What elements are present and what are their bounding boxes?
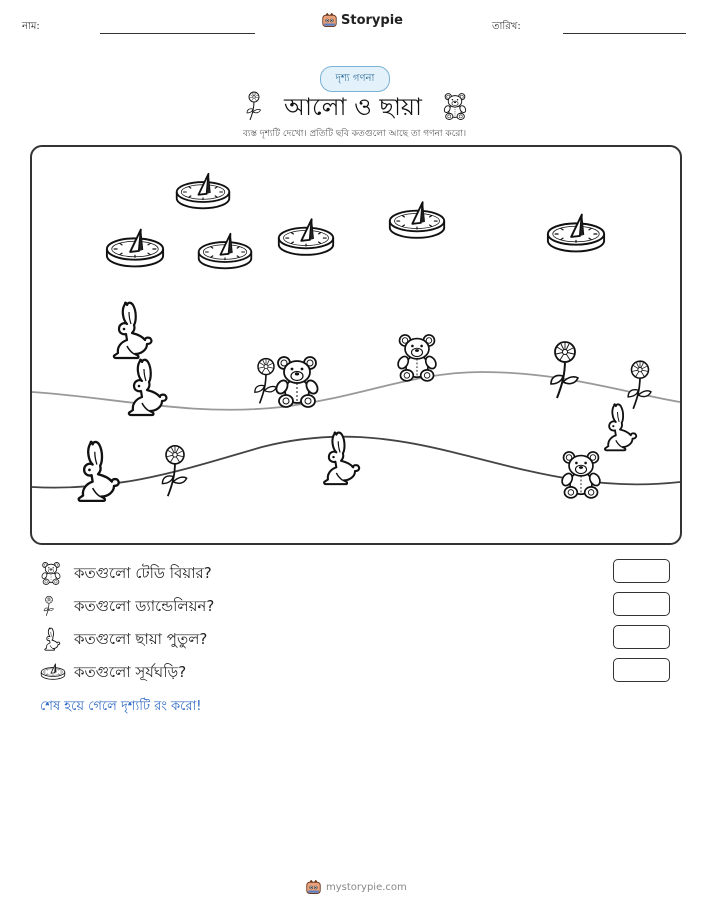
- teddy-bear: [274, 357, 320, 407]
- page-title: আলো ও ছায়া: [284, 93, 423, 121]
- sundial: [177, 174, 230, 208]
- answer-box-teddy-bears[interactable]: [613, 559, 670, 583]
- finish-note: শেষ হয়ে গেলে দৃশ্যটি রং করো!: [40, 699, 202, 714]
- sundial: [548, 215, 604, 252]
- dandelion: [551, 342, 578, 398]
- rabbit: [79, 442, 119, 501]
- answer-box-dandelions[interactable]: [613, 592, 670, 616]
- teddy-bear: [396, 335, 438, 381]
- name-line[interactable]: [100, 33, 255, 34]
- brand-logo: [322, 13, 403, 28]
- counting-scene: [30, 145, 682, 545]
- hill-line-back: [32, 372, 680, 410]
- teddy-bear-icon: [40, 561, 62, 585]
- category-badge: দৃশ্য গণনা: [320, 66, 390, 92]
- sundial: [199, 234, 252, 268]
- dandelion: [162, 446, 186, 496]
- answer-box-shadow-puppets[interactable]: [613, 625, 670, 649]
- rabbit: [605, 404, 636, 450]
- rabbit-icon: [41, 627, 63, 651]
- sundial: [107, 230, 163, 267]
- rabbit: [129, 360, 167, 415]
- answer-box-sundials[interactable]: [613, 658, 670, 682]
- teddy-bear: [560, 452, 602, 498]
- instructions: ব্যস্ত দৃশ্যটি দেখো। প্রতিটি ছবি কতগুলো আছে তা গণনা করো।: [242, 129, 467, 139]
- scene-canvas: [32, 147, 680, 543]
- date-line[interactable]: [563, 33, 686, 34]
- storypie-logo-icon: [306, 880, 321, 895]
- sundial: [279, 219, 333, 255]
- sundial-icon: [40, 661, 66, 683]
- dandelion-icon: [42, 594, 56, 618]
- dandelion-icon: [244, 91, 264, 121]
- dandelion: [628, 361, 651, 409]
- question-dandelions: কতগুলো ড্যান্ডেলিয়ন?: [74, 597, 215, 615]
- question-sundials: কতগুলো সূর্যঘড়ি?: [74, 663, 187, 681]
- question-shadow-puppets: কতগুলো ছায়া পুতুল?: [74, 630, 208, 648]
- dandelion: [255, 359, 277, 404]
- name-label: নাম:: [22, 21, 40, 32]
- date-label: তারিখ:: [492, 21, 521, 32]
- rabbit: [114, 303, 152, 358]
- question-teddy-bears: কতগুলো টেডি বিয়ার?: [74, 564, 212, 582]
- footer-site[interactable]: mystorypie.com: [326, 882, 407, 893]
- footer: [306, 880, 407, 895]
- rabbit: [324, 432, 359, 484]
- storypie-logo-icon: [322, 13, 337, 28]
- teddy-bear-icon: [442, 92, 468, 120]
- sundial: [390, 202, 444, 238]
- brand-name: Storypie: [341, 13, 403, 28]
